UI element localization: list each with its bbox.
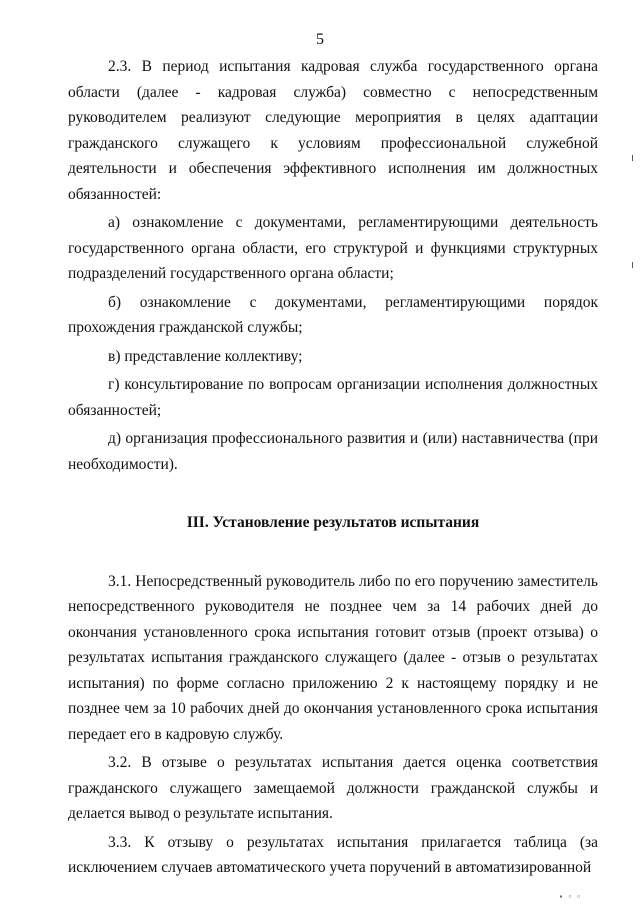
scan-margin-mark (632, 262, 633, 268)
paragraph-2-3: 2.3. В период испытания кадровая служба государственного органа области (далее - кадровая служба) совместно с непосредственным руководителем реализуют следующие мероприятия в целях адаптации гражданского служащего к условиям профессиональной служебной деятельности и обеспечения эффективного исполнения им должностных обязанностей: (68, 58, 598, 203)
list-item-v: в) представление коллективу; (108, 347, 303, 365)
paragraph-3-3: 3.3. К отзыву о результатах испытания прилагается таблица (за исключением случаев автоматического учета поручений в автоматизированной (68, 833, 598, 876)
list-item-g: г) консультирование по вопросам организации исполнения должностных обязанностей; (68, 376, 598, 419)
paragraph-3-2: 3.2. В отзыве о результатах испытания дается оценка соответствия гражданского служащего замещаемой должности гражданской службы и делается вывод о результате испытания. (68, 754, 598, 822)
paragraph-3-1: 3.1. Непосредственный руководитель либо по его поручению заместитель непосредственного руководителя не позднее чем за 14 рабочих дней до окончания установленного срока испытания готовит отзыв (проект отзыва) о результатах испытания гражданского служащего (далее - отзыв о результатах испытания) по форме согласно приложению 2 к настоящему порядку и не позднее чем за 10 рабочих дней до окончания установленного срока испытания передает его в кадровую службу. (68, 572, 598, 743)
document-body (68, 54, 598, 881)
scan-artifact: ▪ ▫ ▫ (559, 892, 582, 901)
page-number: 5 (316, 31, 324, 48)
list-item-d: д) организация профессионального развития и (или) наставничества (при необходимости). (68, 430, 598, 473)
list-item-b: б) ознакомление с документами, регламентирующими порядок прохождения гражданской службы; (68, 293, 598, 336)
list-item-a: а) ознакомление с документами, регламентирующими деятельность государственного органа области, его структурой и функциями структурных подразделений государственного органа области; (68, 214, 598, 282)
section-heading: III. Установление результатов испытания (186, 514, 480, 531)
scan-margin-mark (632, 155, 633, 161)
